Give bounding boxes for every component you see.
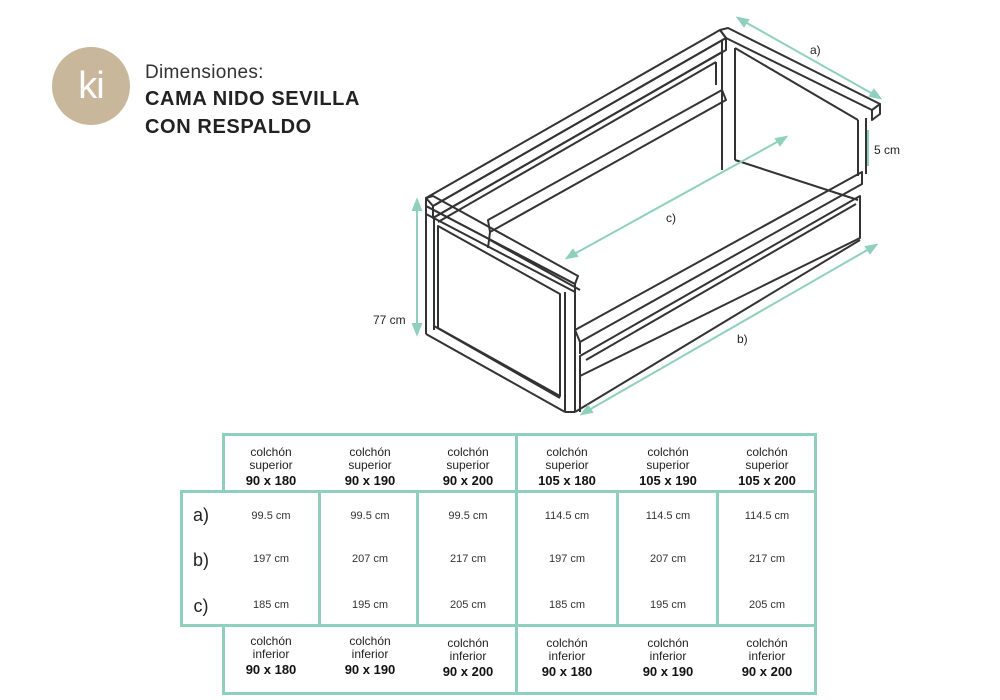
bottom-header-1: colchón inferior 90 x 180 <box>245 634 297 677</box>
label-b: b) <box>737 332 748 346</box>
table-cell: 195 cm <box>351 599 389 611</box>
bed-frame <box>426 28 880 412</box>
top-header-2: colchón superior 90 x 190 <box>344 445 396 488</box>
table-cell: 205 cm <box>748 599 786 611</box>
row-label-b: b) <box>192 550 209 570</box>
table-cell: 207 cm <box>351 553 389 565</box>
bottom-header-5: colchón inferior 90 x 190 <box>642 636 694 679</box>
label-height: 77 cm <box>373 313 406 327</box>
table-cell: 207 cm <box>649 553 687 565</box>
table-cell: 114.5 cm <box>544 510 590 522</box>
logo-text: ki <box>78 64 104 107</box>
label-c: c) <box>666 211 676 225</box>
label-rail: 5 cm <box>874 143 901 157</box>
bottom-header-4: colchón inferior 90 x 180 <box>541 636 593 679</box>
heading-title-line1: CAMA NIDO SEVILLA <box>145 88 361 110</box>
bottom-header-2: colchón inferior 90 x 190 <box>344 634 396 677</box>
table-cell: 205 cm <box>449 599 487 611</box>
table-cell: 114.5 cm <box>645 510 691 522</box>
top-header-4: colchón superior 105 x 180 <box>538 445 596 488</box>
top-header-6: colchón superior 105 x 200 <box>738 445 796 488</box>
table-cell: 185 cm <box>252 599 290 611</box>
top-header-1: colchón superior 90 x 180 <box>245 445 297 488</box>
table-cell: 185 cm <box>548 599 586 611</box>
table-cell: 99.5 cm <box>251 510 291 522</box>
bottom-header-6: colchón inferior 90 x 200 <box>741 636 793 679</box>
row-label-a: a) <box>192 505 209 525</box>
bottom-header-3: colchón inferior 90 x 200 <box>442 636 494 679</box>
top-header-3: colchón superior 90 x 200 <box>442 445 494 488</box>
heading-title-line2: CON RESPALDO <box>145 116 312 138</box>
table-cell: 114.5 cm <box>744 510 790 522</box>
table-cell: 195 cm <box>649 599 687 611</box>
table-cell: 217 cm <box>449 553 487 565</box>
heading-subtitle: Dimensiones: <box>145 62 264 83</box>
table-cell: 197 cm <box>548 553 586 565</box>
table-cell: 99.5 cm <box>448 510 488 522</box>
table-cell: 217 cm <box>748 553 786 565</box>
top-header-5: colchón superior 105 x 190 <box>639 445 697 488</box>
label-a: a) <box>810 43 821 57</box>
table-cell: 99.5 cm <box>350 510 390 522</box>
table-cell: 197 cm <box>252 553 290 565</box>
row-label-c: c) <box>193 596 209 616</box>
